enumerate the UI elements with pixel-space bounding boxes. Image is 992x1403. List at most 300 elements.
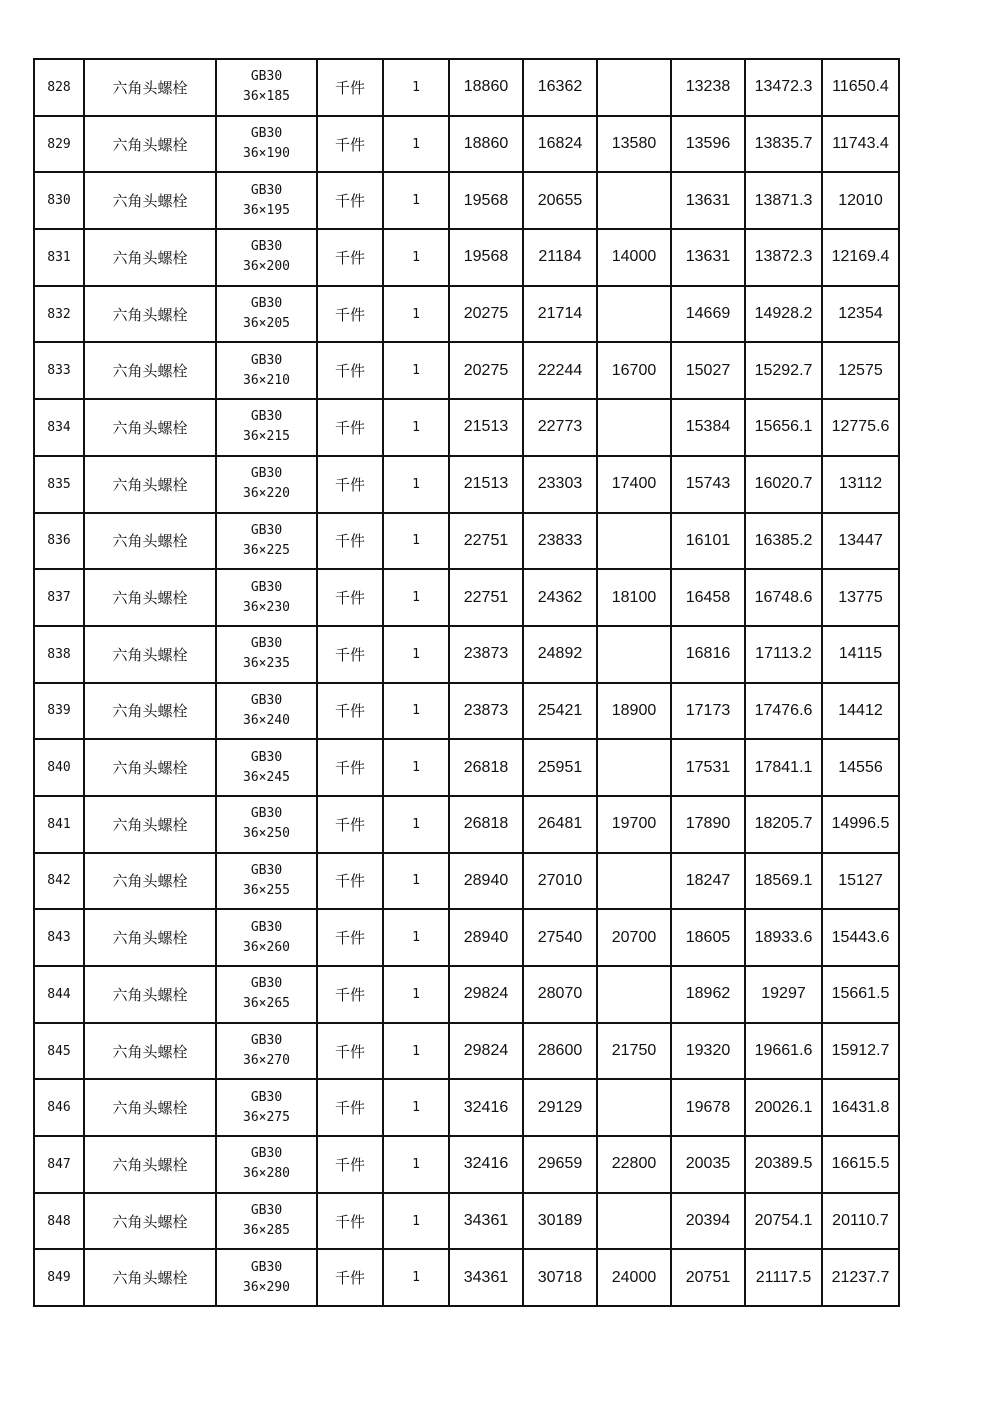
item-name-cell: 六角头螺栓 bbox=[84, 966, 216, 1023]
price-cell-1: 19568 bbox=[449, 229, 523, 286]
spec-cell bbox=[216, 1249, 317, 1306]
spec-cell bbox=[216, 1023, 317, 1080]
item-number-cell: 831 bbox=[34, 229, 84, 286]
price-cell-5: 20754.1 bbox=[745, 1193, 822, 1250]
quantity-cell: 1 bbox=[383, 683, 449, 740]
table-row bbox=[34, 796, 899, 853]
price-cell-5: 19297 bbox=[745, 966, 822, 1023]
item-number-cell: 845 bbox=[34, 1023, 84, 1080]
table-row bbox=[34, 399, 899, 456]
price-cell-6: 13775 bbox=[822, 569, 899, 626]
item-number-cell: 832 bbox=[34, 286, 84, 343]
spec-standard: GB30 bbox=[250, 182, 283, 198]
price-cell-1: 19568 bbox=[449, 172, 523, 229]
price-cell-6: 20110.7 bbox=[822, 1193, 899, 1250]
price-cell-1: 29824 bbox=[449, 966, 523, 1023]
price-cell-5: 16020.7 bbox=[745, 456, 822, 513]
spec-size: 36×280 bbox=[243, 1166, 290, 1182]
price-cell-2: 24362 bbox=[523, 569, 597, 626]
price-cell-6: 16431.8 bbox=[822, 1079, 899, 1136]
item-number-cell: 828 bbox=[34, 59, 84, 116]
price-cell-1: 26818 bbox=[449, 796, 523, 853]
price-cell-4: 17890 bbox=[671, 796, 745, 853]
quantity-cell: 1 bbox=[383, 342, 449, 399]
item-number-cell: 830 bbox=[34, 172, 84, 229]
price-cell-4: 16816 bbox=[671, 626, 745, 683]
item-number-cell: 842 bbox=[34, 853, 84, 910]
quantity-cell: 1 bbox=[383, 853, 449, 910]
item-name-cell: 六角头螺栓 bbox=[84, 342, 216, 399]
quantity-cell: 1 bbox=[383, 229, 449, 286]
table-row bbox=[34, 513, 899, 570]
spec-size: 36×190 bbox=[243, 146, 290, 162]
spec-cell bbox=[216, 116, 317, 173]
price-cell-5: 18933.6 bbox=[745, 909, 822, 966]
quantity-cell: 1 bbox=[383, 116, 449, 173]
price-cell-6: 11650.4 bbox=[822, 59, 899, 116]
price-cell-2: 21714 bbox=[523, 286, 597, 343]
price-cell-4: 20394 bbox=[671, 1193, 745, 1250]
spec-size: 36×250 bbox=[243, 826, 290, 842]
item-number-cell: 840 bbox=[34, 739, 84, 796]
price-cell-3: 24000 bbox=[597, 1249, 671, 1306]
spec-size: 36×240 bbox=[243, 712, 290, 728]
item-name-cell: 六角头螺栓 bbox=[84, 1249, 216, 1306]
price-cell-2: 29129 bbox=[523, 1079, 597, 1136]
price-cell-2: 27540 bbox=[523, 909, 597, 966]
price-cell-2: 30718 bbox=[523, 1249, 597, 1306]
unit-cell: 千件 bbox=[317, 853, 383, 910]
spec-size: 36×265 bbox=[243, 996, 290, 1012]
price-cell-5: 20389.5 bbox=[745, 1136, 822, 1193]
spec-size: 36×200 bbox=[243, 259, 290, 275]
spec-size: 36×270 bbox=[243, 1053, 290, 1069]
price-cell-2: 26481 bbox=[523, 796, 597, 853]
item-name-cell: 六角头螺栓 bbox=[84, 59, 216, 116]
item-number-cell: 841 bbox=[34, 796, 84, 853]
spec-standard: GB30 bbox=[250, 862, 283, 878]
item-number-cell: 844 bbox=[34, 966, 84, 1023]
quantity-cell: 1 bbox=[383, 456, 449, 513]
spec-cell bbox=[216, 513, 317, 570]
item-number-cell: 834 bbox=[34, 399, 84, 456]
price-cell-5: 13871.3 bbox=[745, 172, 822, 229]
item-name-cell: 六角头螺栓 bbox=[84, 116, 216, 173]
price-cell-2: 22244 bbox=[523, 342, 597, 399]
price-cell-3: 18100 bbox=[597, 569, 671, 626]
spec-standard: GB30 bbox=[250, 1203, 283, 1219]
spec-size: 36×210 bbox=[243, 372, 290, 388]
spec-size: 36×185 bbox=[243, 89, 290, 105]
item-name-cell: 六角头螺栓 bbox=[84, 513, 216, 570]
item-name-cell: 六角头螺栓 bbox=[84, 1193, 216, 1250]
quantity-cell: 1 bbox=[383, 1193, 449, 1250]
spec-standard: GB30 bbox=[250, 1259, 283, 1275]
spec-cell bbox=[216, 399, 317, 456]
price-cell-6: 11743.4 bbox=[822, 116, 899, 173]
item-number-cell: 849 bbox=[34, 1249, 84, 1306]
price-cell-5: 13472.3 bbox=[745, 59, 822, 116]
item-number-cell: 839 bbox=[34, 683, 84, 740]
price-cell-1: 32416 bbox=[449, 1136, 523, 1193]
quantity-cell: 1 bbox=[383, 1249, 449, 1306]
price-cell-3 bbox=[597, 399, 671, 456]
price-cell-2: 22773 bbox=[523, 399, 597, 456]
unit-cell: 千件 bbox=[317, 966, 383, 1023]
quantity-cell: 1 bbox=[383, 1079, 449, 1136]
spec-cell bbox=[216, 342, 317, 399]
item-number-cell: 838 bbox=[34, 626, 84, 683]
price-cell-2: 27010 bbox=[523, 853, 597, 910]
quantity-cell: 1 bbox=[383, 966, 449, 1023]
spec-size: 36×285 bbox=[243, 1223, 290, 1239]
spec-cell bbox=[216, 796, 317, 853]
price-cell-4: 15384 bbox=[671, 399, 745, 456]
spec-standard: GB30 bbox=[250, 296, 283, 312]
spec-size: 36×260 bbox=[243, 939, 290, 955]
spec-standard: GB30 bbox=[250, 1146, 283, 1162]
price-cell-5: 13835.7 bbox=[745, 116, 822, 173]
price-cell-1: 28940 bbox=[449, 909, 523, 966]
price-cell-2: 28600 bbox=[523, 1023, 597, 1080]
item-name-cell: 六角头螺栓 bbox=[84, 569, 216, 626]
unit-cell: 千件 bbox=[317, 1193, 383, 1250]
price-cell-3 bbox=[597, 286, 671, 343]
price-cell-2: 23833 bbox=[523, 513, 597, 570]
spec-size: 36×290 bbox=[243, 1279, 290, 1295]
unit-cell: 千件 bbox=[317, 569, 383, 626]
item-number-cell: 829 bbox=[34, 116, 84, 173]
unit-cell: 千件 bbox=[317, 229, 383, 286]
table-row bbox=[34, 1249, 899, 1306]
table-row bbox=[34, 1023, 899, 1080]
quantity-cell: 1 bbox=[383, 513, 449, 570]
price-cell-3 bbox=[597, 739, 671, 796]
spec-size: 36×245 bbox=[243, 769, 290, 785]
spec-standard: GB30 bbox=[250, 976, 283, 992]
unit-cell: 千件 bbox=[317, 626, 383, 683]
table-row bbox=[34, 59, 899, 116]
item-name-cell: 六角头螺栓 bbox=[84, 909, 216, 966]
quantity-cell: 1 bbox=[383, 286, 449, 343]
spec-standard: GB30 bbox=[250, 579, 283, 595]
price-cell-3 bbox=[597, 59, 671, 116]
price-cell-5: 17476.6 bbox=[745, 683, 822, 740]
price-cell-1: 21513 bbox=[449, 399, 523, 456]
price-cell-3 bbox=[597, 626, 671, 683]
quantity-cell: 1 bbox=[383, 1023, 449, 1080]
price-cell-1: 18860 bbox=[449, 59, 523, 116]
price-cell-6: 14115 bbox=[822, 626, 899, 683]
table-row bbox=[34, 116, 899, 173]
spec-standard: GB30 bbox=[250, 692, 283, 708]
table-row bbox=[34, 456, 899, 513]
spec-cell bbox=[216, 172, 317, 229]
price-cell-4: 13631 bbox=[671, 229, 745, 286]
quantity-cell: 1 bbox=[383, 569, 449, 626]
unit-cell: 千件 bbox=[317, 456, 383, 513]
item-number-cell: 837 bbox=[34, 569, 84, 626]
price-cell-5: 17841.1 bbox=[745, 739, 822, 796]
spec-size: 36×195 bbox=[243, 202, 290, 218]
spec-cell bbox=[216, 456, 317, 513]
price-cell-6: 21237.7 bbox=[822, 1249, 899, 1306]
spec-standard: GB30 bbox=[250, 749, 283, 765]
unit-cell: 千件 bbox=[317, 909, 383, 966]
price-cell-3 bbox=[597, 966, 671, 1023]
price-cell-6: 16615.5 bbox=[822, 1136, 899, 1193]
spec-cell bbox=[216, 569, 317, 626]
price-cell-4: 18605 bbox=[671, 909, 745, 966]
unit-cell: 千件 bbox=[317, 739, 383, 796]
spec-standard: GB30 bbox=[250, 806, 283, 822]
spec-size: 36×230 bbox=[243, 599, 290, 615]
price-cell-5: 14928.2 bbox=[745, 286, 822, 343]
spec-size: 36×275 bbox=[243, 1109, 290, 1125]
price-cell-4: 14669 bbox=[671, 286, 745, 343]
price-cell-4: 20751 bbox=[671, 1249, 745, 1306]
price-cell-5: 18205.7 bbox=[745, 796, 822, 853]
item-name-cell: 六角头螺栓 bbox=[84, 172, 216, 229]
price-cell-3: 16700 bbox=[597, 342, 671, 399]
price-cell-5: 19661.6 bbox=[745, 1023, 822, 1080]
quantity-cell: 1 bbox=[383, 626, 449, 683]
table-row bbox=[34, 1136, 899, 1193]
price-cell-6: 15443.6 bbox=[822, 909, 899, 966]
item-name-cell: 六角头螺栓 bbox=[84, 286, 216, 343]
price-cell-5: 15292.7 bbox=[745, 342, 822, 399]
spec-standard: GB30 bbox=[250, 409, 283, 425]
price-cell-4: 18247 bbox=[671, 853, 745, 910]
table-row bbox=[34, 626, 899, 683]
quantity-cell: 1 bbox=[383, 909, 449, 966]
spec-size: 36×225 bbox=[243, 542, 290, 558]
spec-standard: GB30 bbox=[250, 466, 283, 482]
price-cell-4: 13596 bbox=[671, 116, 745, 173]
price-cell-6: 12010 bbox=[822, 172, 899, 229]
price-cell-6: 15912.7 bbox=[822, 1023, 899, 1080]
spec-size: 36×255 bbox=[243, 882, 290, 898]
price-cell-6: 12169.4 bbox=[822, 229, 899, 286]
price-cell-3: 17400 bbox=[597, 456, 671, 513]
spec-standard: GB30 bbox=[250, 69, 283, 85]
price-cell-4: 18962 bbox=[671, 966, 745, 1023]
price-cell-1: 26818 bbox=[449, 739, 523, 796]
price-cell-1: 23873 bbox=[449, 683, 523, 740]
item-number-cell: 847 bbox=[34, 1136, 84, 1193]
price-cell-2: 16824 bbox=[523, 116, 597, 173]
price-cell-2: 30189 bbox=[523, 1193, 597, 1250]
spec-cell bbox=[216, 286, 317, 343]
item-name-cell: 六角头螺栓 bbox=[84, 853, 216, 910]
price-cell-6: 14996.5 bbox=[822, 796, 899, 853]
unit-cell: 千件 bbox=[317, 1249, 383, 1306]
spec-standard: GB30 bbox=[250, 352, 283, 368]
item-name-cell: 六角头螺栓 bbox=[84, 399, 216, 456]
spec-cell bbox=[216, 1079, 317, 1136]
item-number-cell: 835 bbox=[34, 456, 84, 513]
spec-standard: GB30 bbox=[250, 636, 283, 652]
price-cell-4: 13238 bbox=[671, 59, 745, 116]
price-cell-2: 25421 bbox=[523, 683, 597, 740]
spec-cell bbox=[216, 739, 317, 796]
price-cell-3: 18900 bbox=[597, 683, 671, 740]
price-cell-3 bbox=[597, 1193, 671, 1250]
price-cell-3: 13580 bbox=[597, 116, 671, 173]
quantity-cell: 1 bbox=[383, 172, 449, 229]
table-row bbox=[34, 683, 899, 740]
table-row bbox=[34, 1193, 899, 1250]
price-cell-4: 15743 bbox=[671, 456, 745, 513]
price-cell-2: 20655 bbox=[523, 172, 597, 229]
quantity-cell: 1 bbox=[383, 399, 449, 456]
price-cell-6: 12775.6 bbox=[822, 399, 899, 456]
unit-cell: 千件 bbox=[317, 59, 383, 116]
price-table bbox=[33, 58, 900, 1307]
table-row bbox=[34, 229, 899, 286]
price-cell-4: 16458 bbox=[671, 569, 745, 626]
price-cell-6: 13447 bbox=[822, 513, 899, 570]
spec-standard: GB30 bbox=[250, 126, 283, 142]
price-cell-1: 20275 bbox=[449, 286, 523, 343]
price-cell-5: 18569.1 bbox=[745, 853, 822, 910]
price-table-body bbox=[34, 59, 899, 1306]
unit-cell: 千件 bbox=[317, 399, 383, 456]
spec-size: 36×235 bbox=[243, 656, 290, 672]
price-cell-1: 29824 bbox=[449, 1023, 523, 1080]
item-name-cell: 六角头螺栓 bbox=[84, 739, 216, 796]
price-cell-2: 25951 bbox=[523, 739, 597, 796]
item-name-cell: 六角头螺栓 bbox=[84, 683, 216, 740]
price-cell-1: 22751 bbox=[449, 569, 523, 626]
table-row bbox=[34, 342, 899, 399]
spec-cell bbox=[216, 1193, 317, 1250]
item-name-cell: 六角头螺栓 bbox=[84, 796, 216, 853]
spec-cell bbox=[216, 966, 317, 1023]
spec-cell bbox=[216, 229, 317, 286]
table-row bbox=[34, 739, 899, 796]
price-cell-2: 23303 bbox=[523, 456, 597, 513]
spec-cell bbox=[216, 683, 317, 740]
table-row bbox=[34, 172, 899, 229]
price-cell-5: 15656.1 bbox=[745, 399, 822, 456]
table-row bbox=[34, 853, 899, 910]
price-cell-5: 20026.1 bbox=[745, 1079, 822, 1136]
price-cell-6: 15661.5 bbox=[822, 966, 899, 1023]
unit-cell: 千件 bbox=[317, 796, 383, 853]
price-cell-4: 19320 bbox=[671, 1023, 745, 1080]
price-cell-4: 15027 bbox=[671, 342, 745, 399]
price-cell-2: 16362 bbox=[523, 59, 597, 116]
price-cell-3: 19700 bbox=[597, 796, 671, 853]
item-name-cell: 六角头螺栓 bbox=[84, 456, 216, 513]
table-row bbox=[34, 569, 899, 626]
spec-size: 36×215 bbox=[243, 429, 290, 445]
price-cell-2: 21184 bbox=[523, 229, 597, 286]
quantity-cell: 1 bbox=[383, 796, 449, 853]
price-cell-6: 13112 bbox=[822, 456, 899, 513]
item-name-cell: 六角头螺栓 bbox=[84, 1136, 216, 1193]
unit-cell: 千件 bbox=[317, 342, 383, 399]
price-cell-3 bbox=[597, 172, 671, 229]
price-cell-6: 14556 bbox=[822, 739, 899, 796]
price-cell-5: 21117.5 bbox=[745, 1249, 822, 1306]
item-number-cell: 833 bbox=[34, 342, 84, 399]
unit-cell: 千件 bbox=[317, 1079, 383, 1136]
price-cell-3 bbox=[597, 1079, 671, 1136]
quantity-cell: 1 bbox=[383, 1136, 449, 1193]
price-cell-3: 14000 bbox=[597, 229, 671, 286]
item-name-cell: 六角头螺栓 bbox=[84, 626, 216, 683]
price-cell-5: 17113.2 bbox=[745, 626, 822, 683]
item-number-cell: 836 bbox=[34, 513, 84, 570]
spec-size: 36×205 bbox=[243, 316, 290, 332]
unit-cell: 千件 bbox=[317, 286, 383, 343]
spec-cell bbox=[216, 59, 317, 116]
quantity-cell: 1 bbox=[383, 739, 449, 796]
price-cell-4: 13631 bbox=[671, 172, 745, 229]
price-cell-5: 13872.3 bbox=[745, 229, 822, 286]
price-cell-4: 19678 bbox=[671, 1079, 745, 1136]
spec-standard: GB30 bbox=[250, 1089, 283, 1105]
item-name-cell: 六角头螺栓 bbox=[84, 1079, 216, 1136]
price-cell-2: 24892 bbox=[523, 626, 597, 683]
price-cell-3: 22800 bbox=[597, 1136, 671, 1193]
unit-cell: 千件 bbox=[317, 513, 383, 570]
table-row bbox=[34, 966, 899, 1023]
unit-cell: 千件 bbox=[317, 1023, 383, 1080]
item-number-cell: 843 bbox=[34, 909, 84, 966]
price-cell-3 bbox=[597, 513, 671, 570]
price-cell-1: 32416 bbox=[449, 1079, 523, 1136]
price-cell-4: 17173 bbox=[671, 683, 745, 740]
price-cell-6: 15127 bbox=[822, 853, 899, 910]
spec-cell bbox=[216, 626, 317, 683]
price-cell-1: 20275 bbox=[449, 342, 523, 399]
item-name-cell: 六角头螺栓 bbox=[84, 229, 216, 286]
spec-standard: GB30 bbox=[250, 522, 283, 538]
price-cell-2: 28070 bbox=[523, 966, 597, 1023]
price-cell-3: 21750 bbox=[597, 1023, 671, 1080]
unit-cell: 千件 bbox=[317, 116, 383, 173]
unit-cell: 千件 bbox=[317, 172, 383, 229]
price-cell-1: 22751 bbox=[449, 513, 523, 570]
price-cell-1: 34361 bbox=[449, 1193, 523, 1250]
price-cell-5: 16748.6 bbox=[745, 569, 822, 626]
price-cell-4: 16101 bbox=[671, 513, 745, 570]
price-cell-4: 17531 bbox=[671, 739, 745, 796]
price-cell-6: 14412 bbox=[822, 683, 899, 740]
unit-cell: 千件 bbox=[317, 1136, 383, 1193]
price-cell-1: 34361 bbox=[449, 1249, 523, 1306]
price-cell-6: 12575 bbox=[822, 342, 899, 399]
item-name-cell: 六角头螺栓 bbox=[84, 1023, 216, 1080]
table-row bbox=[34, 909, 899, 966]
price-cell-6: 12354 bbox=[822, 286, 899, 343]
spec-size: 36×220 bbox=[243, 486, 290, 502]
spec-cell bbox=[216, 909, 317, 966]
table-row bbox=[34, 286, 899, 343]
price-cell-1: 18860 bbox=[449, 116, 523, 173]
spec-cell bbox=[216, 853, 317, 910]
spec-standard: GB30 bbox=[250, 239, 283, 255]
price-cell-2: 29659 bbox=[523, 1136, 597, 1193]
price-cell-3 bbox=[597, 853, 671, 910]
price-cell-5: 16385.2 bbox=[745, 513, 822, 570]
price-cell-4: 20035 bbox=[671, 1136, 745, 1193]
item-number-cell: 846 bbox=[34, 1079, 84, 1136]
item-number-cell: 848 bbox=[34, 1193, 84, 1250]
